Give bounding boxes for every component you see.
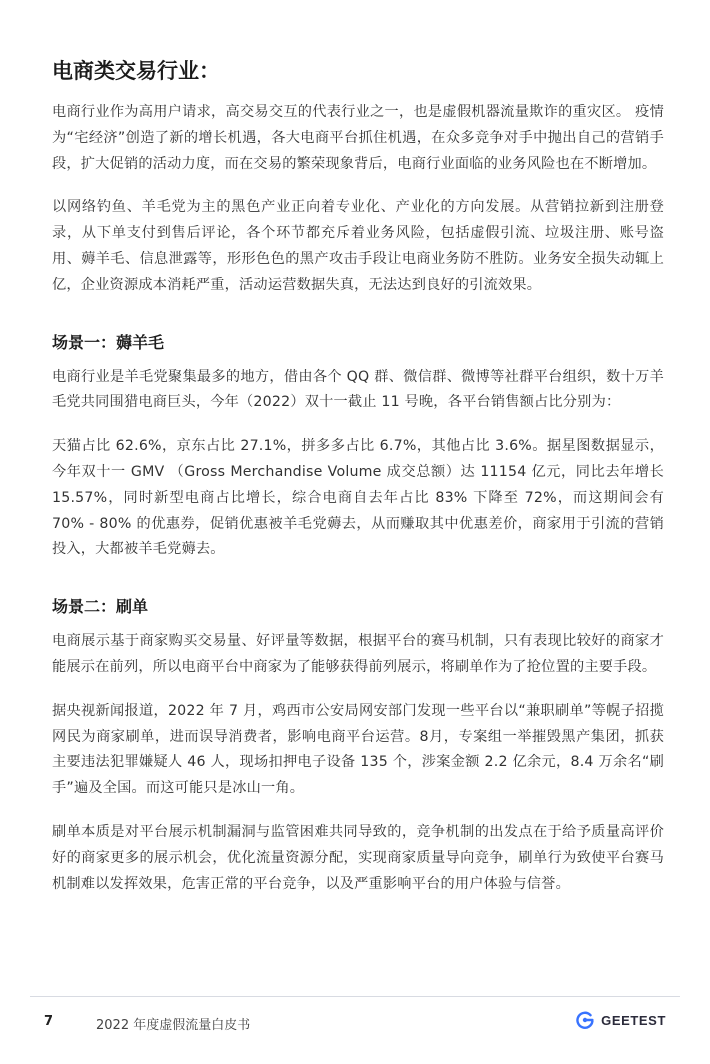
paragraph: 据央视新闻报道，2022 年 7 月，鸡西市公安局网安部门发现一些平台以“兼职刷单”等幌子招揽网民为商家刷单，进而误导消费者，影响电商平台运营。8月，专案组一举摧毁黑产集团，抓获主要违法犯罪嫌疑人 46 人，现场扣押电子设备 135 个，涉案金额 2.2 亿余元，8.4 万余名“刷手”遍及全国。而这可能只是冰山一角。 [52,702,664,797]
paragraph: 电商行业作为高用户请求，高交易交互的代表行业之一，也是虚假机器流量欺诈的重灾区。 疫情为“宅经济”创造了新的增长机遇，各大电商平台抓住机遇，在众多竞争对手中抛出自己的营销手段，扩大促销的活动力度，而在交易的繁荣现象背后，电商行业面临的业务风险也在不断增加。 [52,104,664,172]
scene1-title: 场景一：薅羊毛 [52,332,165,352]
paragraph: 电商行业是羊毛党聚集最多的地方，借由各个 QQ 群、微信群、微博等社群平台组织，数十万羊毛党共同围猎电商巨头，今年（2022）双十一截止 11 号晚，各平台销售额占比分别为： [52,368,664,411]
paragraph: 天猫占比 62.6%，京东占比 27.1%，拼多多占比 6.7%，其他占比 3.6%。据星图数据显示，今年双十一 GMV （Gross Merchandise Volume 成交总额）达 11154 亿元，同比去年增长 15.57%，同时新型电商占比增长，综合电商自去年占比 83% 下降至 72%，而这期间会有 70% - 80% 的优惠券，促销优惠被羊毛党薅去，从而赚取其中优惠差价，商家用于引流的营销投入，大都被羊毛党薅去。 [52,438,664,558]
page-number: 7 [44,1014,54,1029]
section-title: 电商类交易行业： [52,59,220,83]
paragraph: 刷单本质是对平台展示机制漏洞与监管困难共同导致的，竞争机制的出发点在于给予质量高评价好的商家更多的展示机会，优化流量资源分配，实现商家质量导向竞争，刷单行为致使平台赛马机制难以发挥效果，危害正常的平台竞争，以及严重影响平台的用户体验与信誉。 [52,823,664,892]
paragraph: 以网络钓鱼、羊毛党为主的黑色产业正向着专业化、产业化的方向发展。从营销拉新到注册登录，从下单支付到售后评论，各个环节都充斥着业务风险，包括虚假引流、垃圾注册、账号盗用、薅羊毛、信息泄露等，形形色色的黑产攻击手段让电商业务防不胜防。业务安全损失动辄上亿，企业资源成本消耗严重，活动运营数据失真，无法达到良好的引流效果。 [52,199,664,293]
brand-logo [575,1010,666,1030]
document-title: 2022 年度虚假流量白皮书 [96,1018,251,1033]
brand-name: GEETEST [601,1012,666,1028]
content [52,56,664,915]
scene2-title: 场景二：刷单 [52,597,149,617]
footer-divider [30,996,680,997]
paragraph: 电商展示基于商家购买交易量、好评量等数据，根据平台的赛马机制，只有表现比较好的商家才能展示在前列，所以电商平台中商家为了能够获得前列展示，将刷单作为了抢位置的主要手段。 [52,633,664,675]
geetest-logo-icon [575,1010,595,1030]
